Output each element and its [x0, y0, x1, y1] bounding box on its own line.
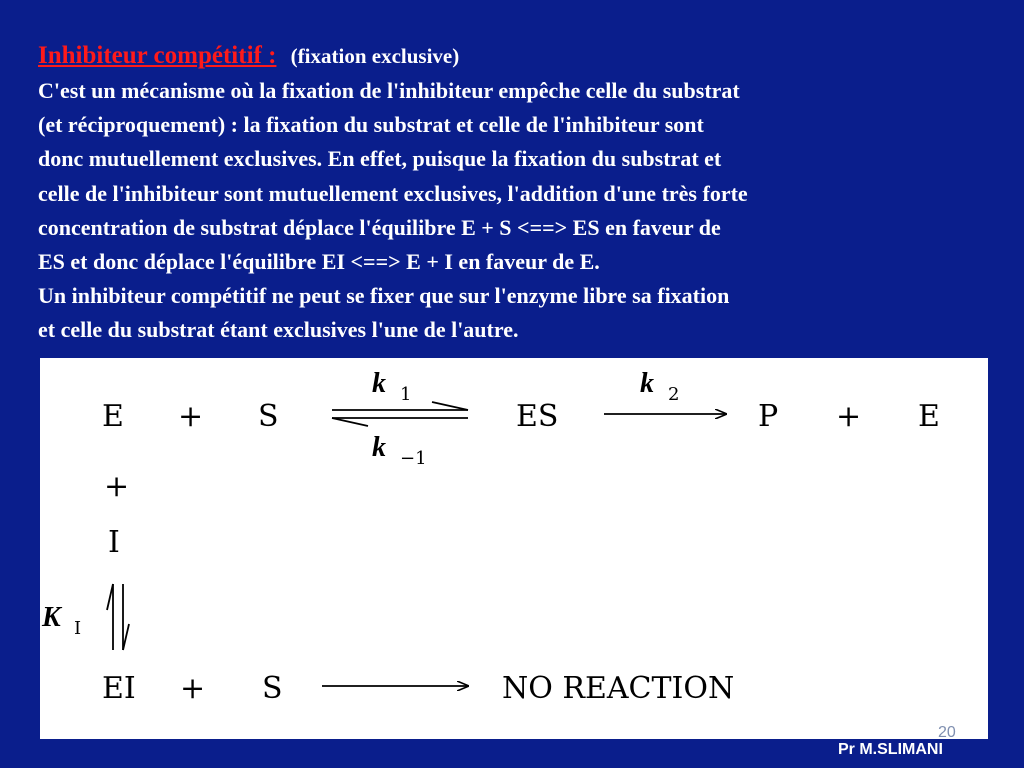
paragraph-line-3: donc mutuellement exclusives. En effet, puisque la fixation du substrat et	[38, 146, 722, 172]
rate-constant-k2: k	[640, 368, 654, 399]
paragraph-line-5: concentration de substrat déplace l'équilibre E + S <==> ES en faveur de	[38, 214, 721, 240]
paragraph-line-4: celle de l'inhibiteur sont mutuellement exclusives, l'addition d'une très forte	[38, 180, 748, 206]
enzyme-E: E	[102, 399, 124, 434]
inhibitor-equilibrium-arrow	[107, 584, 129, 650]
inhibitor-I: I	[108, 525, 120, 560]
complex-ES: ES	[516, 399, 559, 434]
rate-constant-k2-subscript: 2	[668, 384, 680, 405]
text-block	[38, 38, 978, 348]
paragraph-line-7: Un inhibiteur compétitif ne peut se fixer que sur l'enzyme libre sa fixation	[38, 283, 730, 309]
equilibrium-arrow	[332, 402, 468, 426]
slide-subtitle: (fixation exclusive)	[290, 44, 460, 68]
enzyme-E-regenerated: E	[918, 399, 940, 434]
substrate-S: S	[258, 399, 279, 434]
rate-constant-k-minus-1: k	[372, 432, 386, 463]
rate-constant-k1: k	[372, 368, 386, 399]
reaction-scheme-svg	[40, 358, 988, 739]
paragraph-line-2: (et réciproquement) : la fixation du substrat et celle de l'inhibiteur sont	[38, 112, 704, 138]
plus-sign-vertical: +	[104, 469, 130, 504]
plus-sign-1: +	[178, 399, 204, 434]
inhibition-constant-KI-subscript: I	[74, 618, 82, 639]
paragraph-line-1: C'est un mécanisme où la fixation de l'inhibiteur empêche celle du substrat	[38, 78, 740, 103]
author-label: Pr M.SLIMANI	[838, 741, 943, 758]
complex-EI: EI	[102, 671, 136, 706]
slide-title: Inhibiteur compétitif :	[38, 42, 277, 69]
paragraph-line-8: et celle du substrat étant exclusives l'une de l'autre.	[38, 317, 519, 343]
substrate-S-bottom: S	[262, 671, 283, 706]
reaction-scheme-figure	[40, 358, 988, 739]
plus-sign-3: +	[180, 671, 206, 706]
plus-sign-2: +	[836, 399, 862, 434]
inhibition-constant-KI: K	[42, 602, 61, 633]
title-line	[38, 38, 978, 74]
paragraph-line-6: ES et donc déplace l'équilibre EI <==> E + I en faveur de E.	[38, 249, 600, 275]
rate-constant-k1-subscript: 1	[400, 384, 412, 405]
page-number: 20	[938, 724, 956, 741]
product-P: P	[758, 399, 779, 434]
no-reaction-label: NO REACTION	[502, 671, 735, 706]
rate-constant-k-minus-1-subscript: −1	[400, 448, 427, 469]
